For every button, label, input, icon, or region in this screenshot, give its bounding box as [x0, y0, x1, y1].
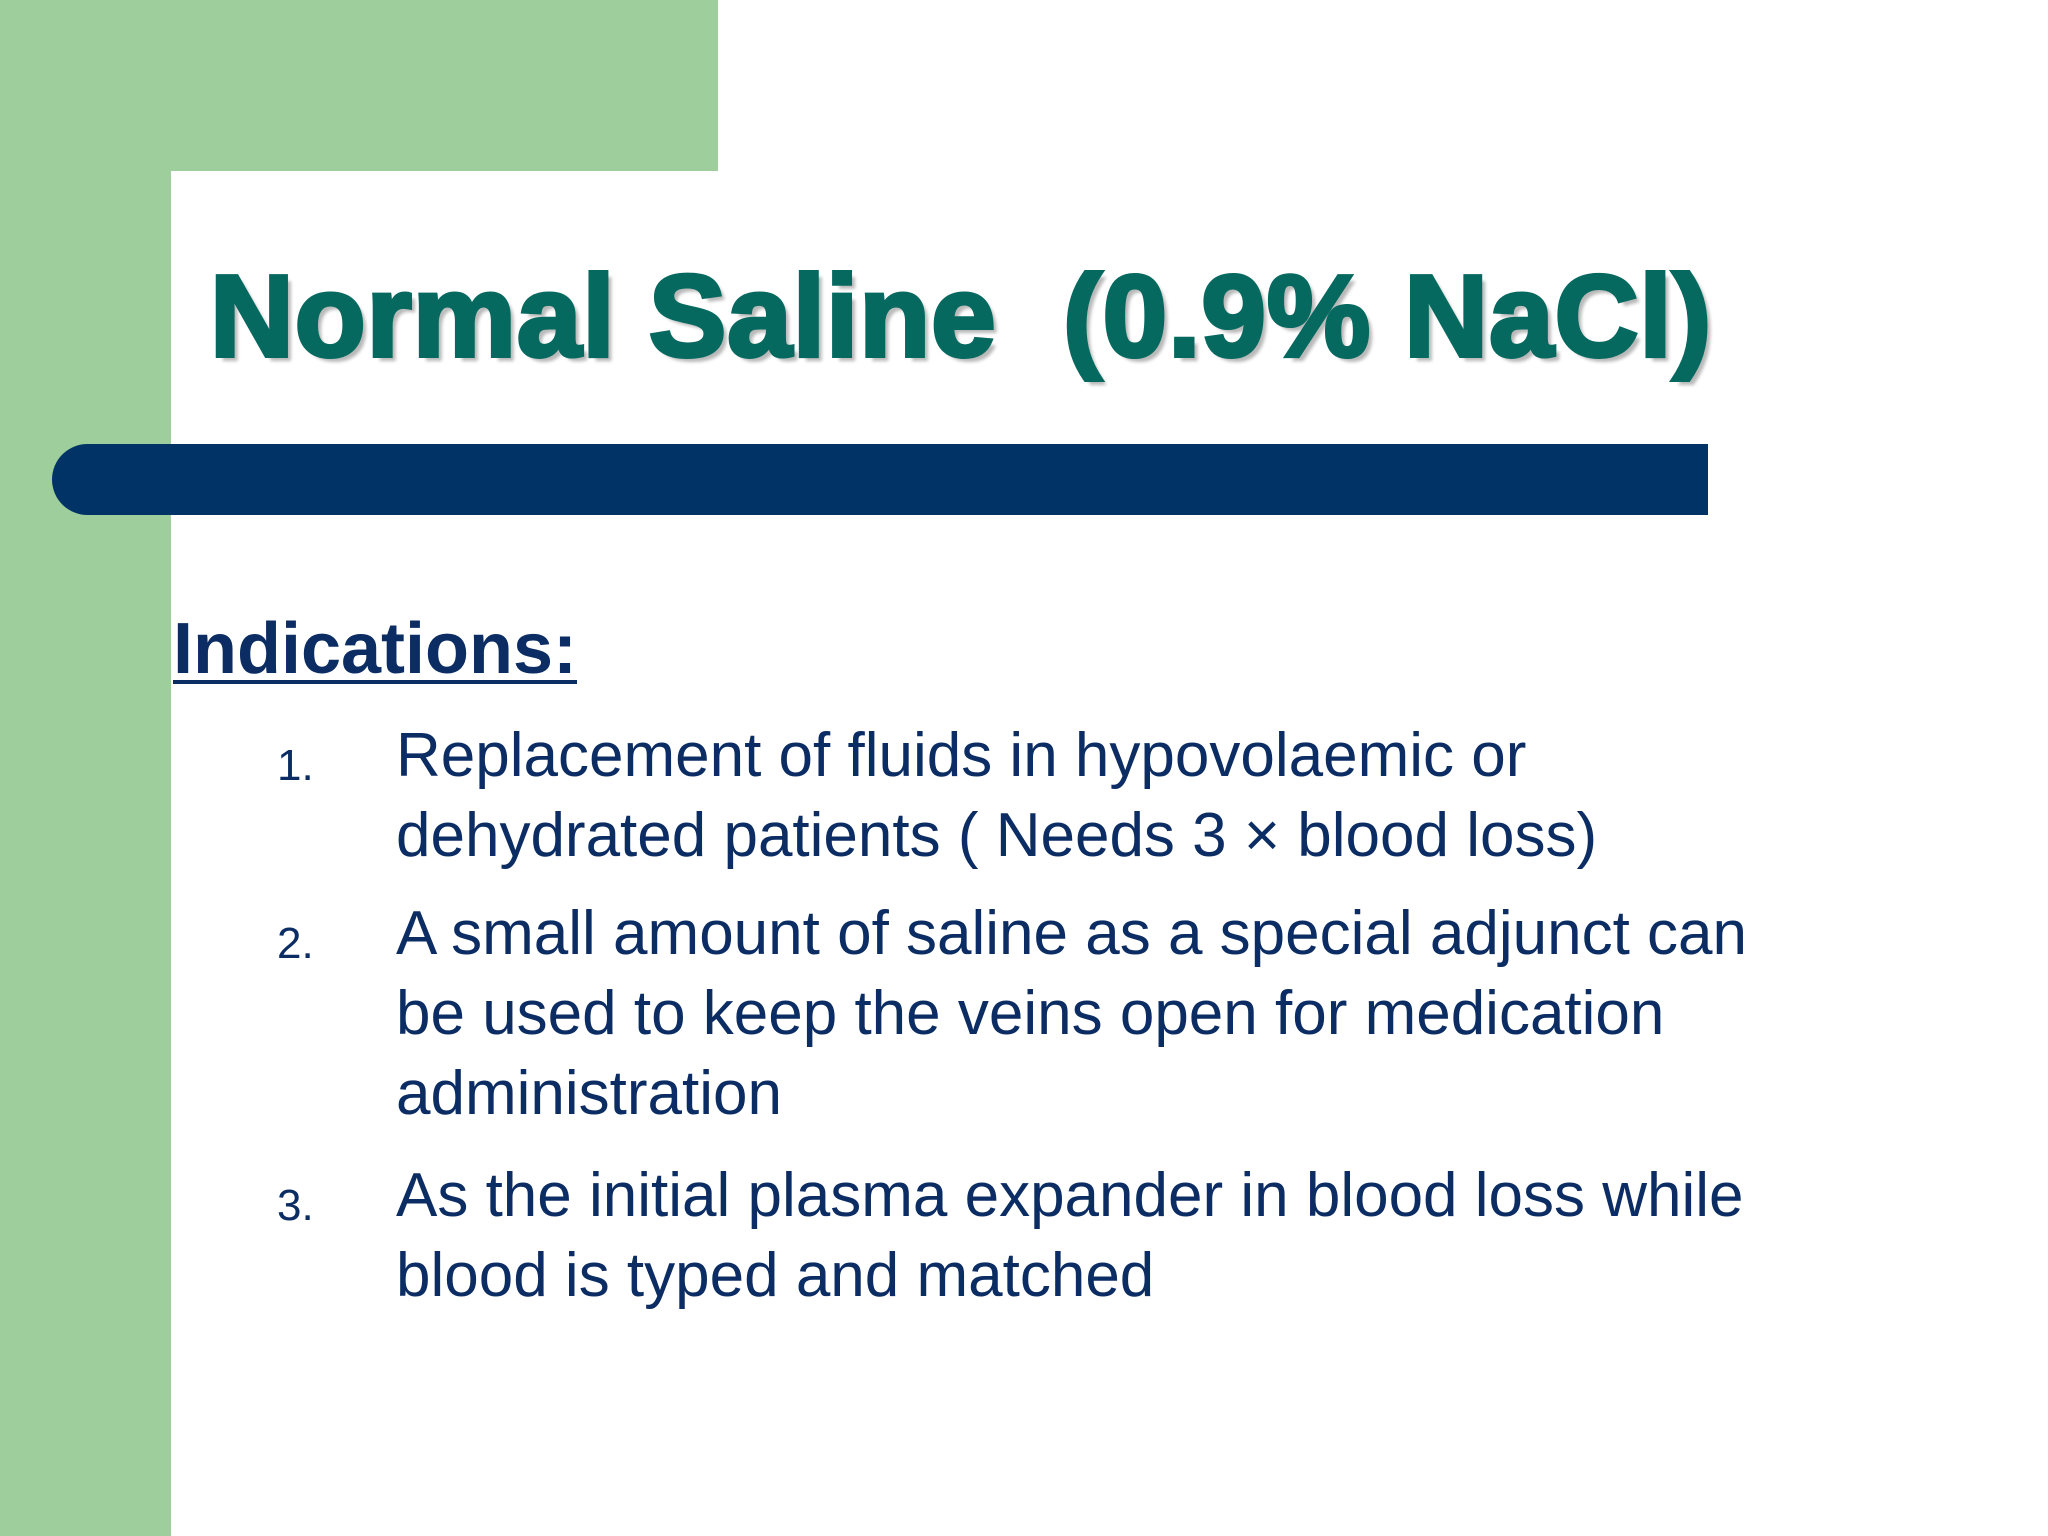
list-item-text — [396, 716, 1916, 876]
list-item-line: As the initial plasma expander in blood loss while — [396, 1161, 1744, 1230]
list-item-line: be used to keep the veins open for medication — [396, 979, 1665, 1048]
title-divider-bar — [52, 444, 1708, 515]
list-item-line: Replacement of fluids in hypovolaemic or — [396, 721, 1527, 790]
list-item-text — [396, 894, 1916, 1134]
list-item-number: 1. — [277, 741, 314, 790]
list-item-number: 3. — [277, 1181, 314, 1230]
indications-heading: Indications: — [173, 609, 578, 689]
list-item-line: blood is typed and matched — [396, 1241, 1155, 1310]
list-item-line: A small amount of saline as a special adjunct can — [396, 899, 1747, 968]
list-item-number: 2. — [277, 919, 314, 968]
list-item-line: dehydrated patients ( Needs 3 × blood loss) — [396, 801, 1598, 870]
list-item-text — [396, 1156, 1916, 1316]
slide-title: Normal Saline (0.9% NaCl) — [210, 251, 1713, 381]
green-top-block — [0, 0, 718, 171]
list-item-line: administration — [396, 1059, 782, 1128]
green-sidebar — [0, 0, 171, 1536]
